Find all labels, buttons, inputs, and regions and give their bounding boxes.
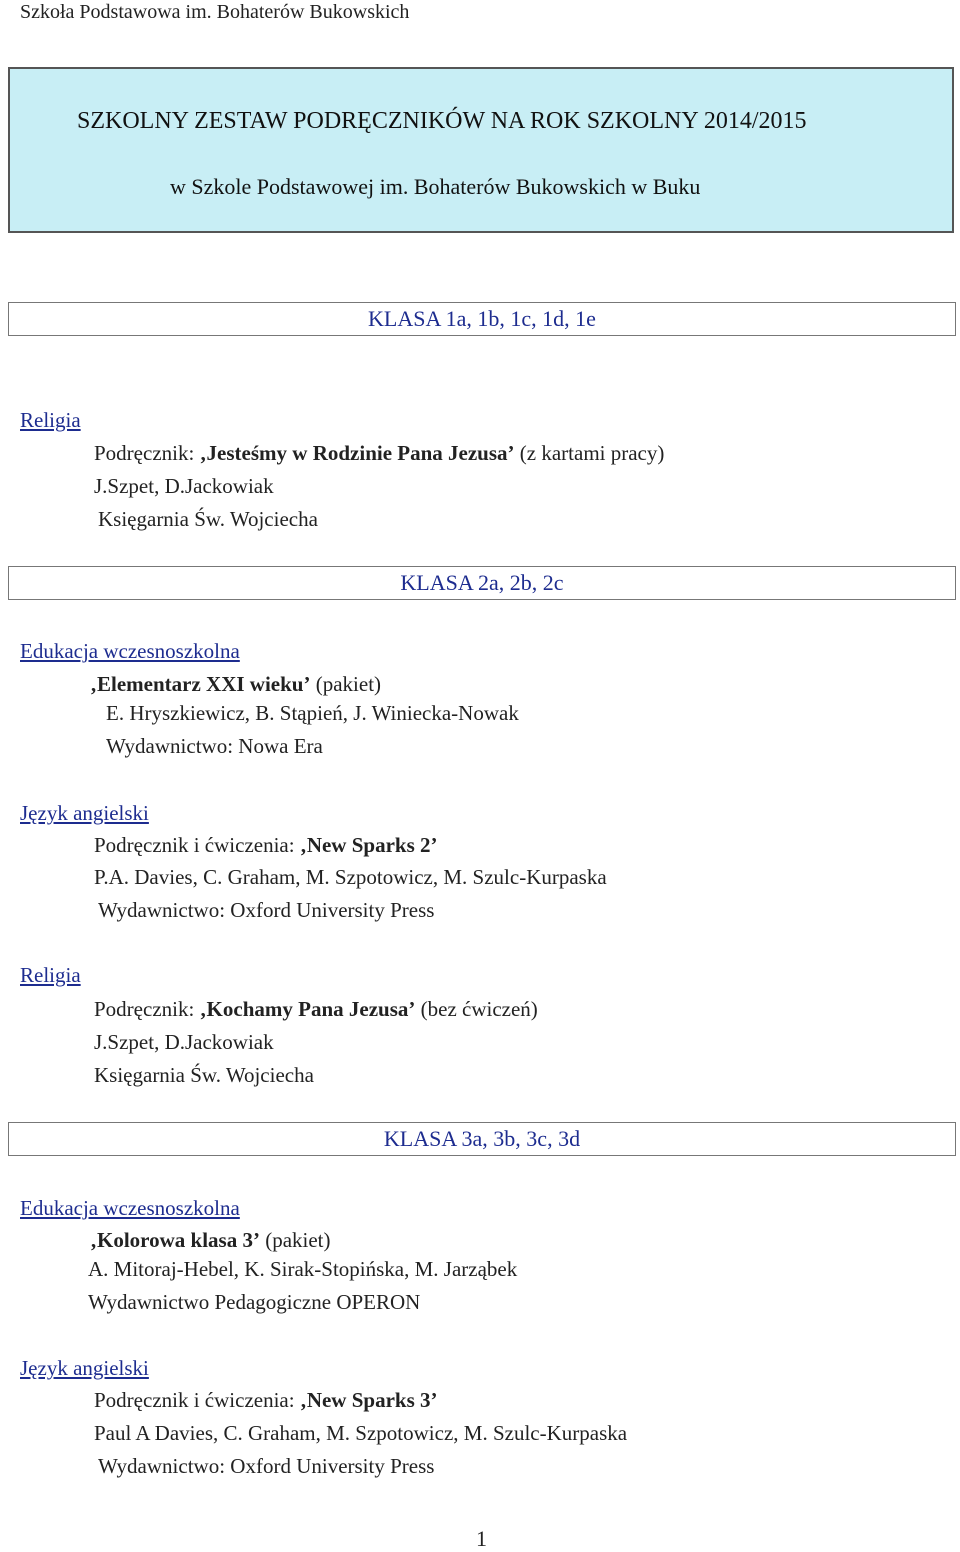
book-line: ‚Elementarz XXI wieku’ (pakiet): [90, 672, 382, 696]
authors: J.Szpet, D.Jackowiak: [94, 474, 274, 498]
authors: P.A. Davies, C. Graham, M. Szpotowicz, M. Szulc-Kurpaska: [94, 865, 607, 889]
publisher: Wydawnictwo: Oxford University Press: [98, 1454, 435, 1478]
title-box: [8, 67, 954, 233]
subject-edukacja-3: Edukacja wczesnoszkolna: [20, 1196, 240, 1220]
book-line: Podręcznik: ‚Kochamy Pana Jezusa’ (bez ćwiczeń): [94, 997, 538, 1021]
book-line: Podręcznik i ćwiczenia: ‚New Sparks 3’: [94, 1388, 438, 1412]
book-title: ‚Kolorowa klasa 3’: [90, 1228, 260, 1252]
book-title: ‚New Sparks 3’: [299, 1388, 438, 1412]
subject-religia-1: Religia: [20, 408, 81, 432]
book-title: ‚Elementarz XXI wieku’: [90, 672, 311, 696]
subject-angielski-2: Język angielski: [20, 801, 149, 825]
publisher: Wydawnictwo: Nowa Era: [106, 734, 323, 758]
class-heading-1: KLASA 1a, 1b, 1c, 1d, 1e: [8, 302, 956, 336]
book-line: ‚Kolorowa klasa 3’ (pakiet): [90, 1228, 331, 1252]
document-subtitle: w Szkole Podstawowej im. Bohaterów Bukowskich w Buku: [170, 174, 701, 199]
publisher: Księgarnia Św. Wojciecha: [98, 507, 318, 531]
authors: J.Szpet, D.Jackowiak: [94, 1030, 274, 1054]
book-line: Podręcznik: ‚Jesteśmy w Rodzinie Pana Jezusa’ (z kartami pracy): [94, 441, 665, 465]
page-number: 1: [476, 1526, 487, 1551]
subject-edukacja-2: Edukacja wczesnoszkolna: [20, 639, 240, 663]
class-heading-2: KLASA 2a, 2b, 2c: [8, 566, 956, 600]
book-title: ‚New Sparks 2’: [299, 833, 438, 857]
publisher: Wydawnictwo: Oxford University Press: [98, 898, 435, 922]
book-line: Podręcznik i ćwiczenia: ‚New Sparks 2’: [94, 833, 438, 857]
publisher: Księgarnia Św. Wojciecha: [94, 1063, 314, 1087]
authors: E. Hryszkiewicz, B. Stąpień, J. Winiecka-Nowak: [106, 701, 519, 725]
subject-religia-2: Religia: [20, 963, 81, 987]
authors: Paul A Davies, C. Graham, M. Szpotowicz, M. Szulc-Kurpaska: [94, 1421, 628, 1445]
authors: A. Mitoraj-Hebel, K. Sirak-Stopińska, M. Jarząbek: [88, 1257, 518, 1281]
document-title: SZKOLNY ZESTAW PODRĘCZNIKÓW NA ROK SZKOLNY 2014/2015: [77, 108, 807, 134]
book-title: ‚Kochamy Pana Jezusa’: [199, 997, 416, 1021]
book-title: ‚Jesteśmy w Rodzinie Pana Jezusa’: [199, 441, 515, 465]
subject-angielski-3: Język angielski: [20, 1356, 149, 1380]
class-heading-3: KLASA 3a, 3b, 3c, 3d: [8, 1122, 956, 1156]
school-header: Szkoła Podstawowa im. Bohaterów Bukowskich: [20, 1, 410, 23]
publisher: Wydawnictwo Pedagogiczne OPERON: [88, 1290, 421, 1314]
